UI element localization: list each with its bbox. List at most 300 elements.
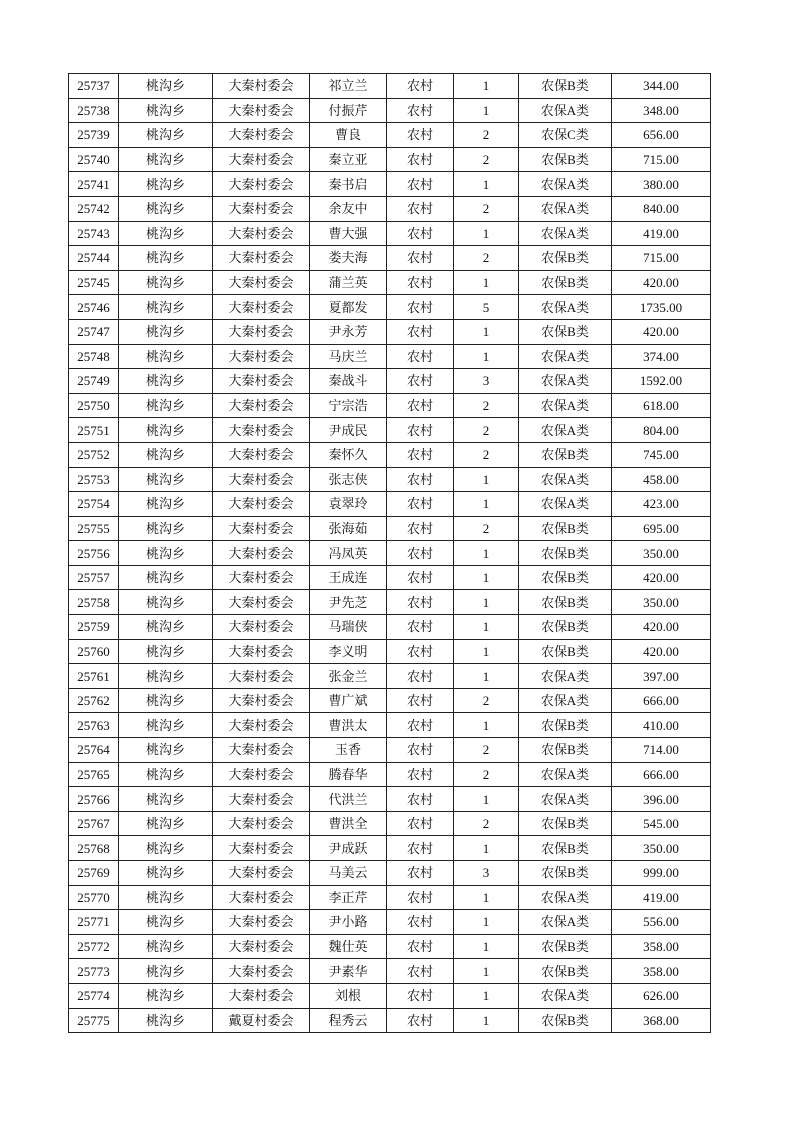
township-cell: 桃沟乡 [119, 787, 213, 812]
village-committee-cell: 大秦村委会 [213, 98, 310, 123]
insurance-category-cell: 农保B类 [519, 615, 612, 640]
insurance-category-cell: 农保B类 [519, 565, 612, 590]
township-cell: 桃沟乡 [119, 172, 213, 197]
insurance-category-cell: 农保A类 [519, 172, 612, 197]
township-cell: 桃沟乡 [119, 1008, 213, 1033]
household-size-cell: 1 [454, 492, 519, 517]
amount-cell: 420.00 [612, 565, 711, 590]
household-type-cell: 农村 [387, 836, 454, 861]
household-type-cell: 农村 [387, 738, 454, 763]
record-id-cell: 25773 [69, 959, 119, 984]
township-cell: 桃沟乡 [119, 492, 213, 517]
record-id-cell: 25744 [69, 246, 119, 271]
household-size-cell: 1 [454, 270, 519, 295]
village-committee-cell: 大秦村委会 [213, 418, 310, 443]
record-id-cell: 25746 [69, 295, 119, 320]
township-cell: 桃沟乡 [119, 762, 213, 787]
township-cell: 桃沟乡 [119, 713, 213, 738]
amount-cell: 420.00 [612, 270, 711, 295]
record-id-cell: 25759 [69, 615, 119, 640]
person-name-cell: 魏仕英 [310, 934, 387, 959]
household-size-cell: 5 [454, 295, 519, 320]
person-name-cell: 冯凤英 [310, 541, 387, 566]
village-committee-cell: 大秦村委会 [213, 664, 310, 689]
household-size-cell: 2 [454, 738, 519, 763]
household-size-cell: 1 [454, 910, 519, 935]
household-type-cell: 农村 [387, 713, 454, 738]
table-row [69, 418, 711, 443]
person-name-cell: 张志侠 [310, 467, 387, 492]
household-type-cell: 农村 [387, 246, 454, 271]
table-row [69, 172, 711, 197]
township-cell: 桃沟乡 [119, 98, 213, 123]
household-type-cell: 农村 [387, 885, 454, 910]
township-cell: 桃沟乡 [119, 369, 213, 394]
household-size-cell: 3 [454, 861, 519, 886]
amount-cell: 350.00 [612, 541, 711, 566]
household-type-cell: 农村 [387, 492, 454, 517]
person-name-cell: 张金兰 [310, 664, 387, 689]
household-type-cell: 农村 [387, 811, 454, 836]
person-name-cell: 腾春华 [310, 762, 387, 787]
record-id-cell: 25775 [69, 1008, 119, 1033]
amount-cell: 626.00 [612, 983, 711, 1008]
household-type-cell: 农村 [387, 983, 454, 1008]
amount-cell: 344.00 [612, 74, 711, 99]
table-row [69, 738, 711, 763]
household-type-cell: 农村 [387, 639, 454, 664]
amount-cell: 350.00 [612, 590, 711, 615]
record-id-cell: 25766 [69, 787, 119, 812]
village-committee-cell: 大秦村委会 [213, 639, 310, 664]
village-committee-cell: 大秦村委会 [213, 541, 310, 566]
household-type-cell: 农村 [387, 270, 454, 295]
township-cell: 桃沟乡 [119, 688, 213, 713]
village-committee-cell: 大秦村委会 [213, 836, 310, 861]
person-name-cell: 程秀云 [310, 1008, 387, 1033]
household-type-cell: 农村 [387, 590, 454, 615]
table-row [69, 467, 711, 492]
insurance-category-cell: 农保A类 [519, 393, 612, 418]
person-name-cell: 袁翠玲 [310, 492, 387, 517]
township-cell: 桃沟乡 [119, 442, 213, 467]
township-cell: 桃沟乡 [119, 664, 213, 689]
amount-cell: 556.00 [612, 910, 711, 935]
township-cell: 桃沟乡 [119, 270, 213, 295]
person-name-cell: 尹先芝 [310, 590, 387, 615]
household-type-cell: 农村 [387, 787, 454, 812]
village-committee-cell: 大秦村委会 [213, 811, 310, 836]
record-id-cell: 25738 [69, 98, 119, 123]
person-name-cell: 付振芹 [310, 98, 387, 123]
village-committee-cell: 大秦村委会 [213, 934, 310, 959]
amount-cell: 666.00 [612, 762, 711, 787]
table-row [69, 74, 711, 99]
household-size-cell: 1 [454, 221, 519, 246]
table-row [69, 811, 711, 836]
household-type-cell: 农村 [387, 541, 454, 566]
household-size-cell: 2 [454, 393, 519, 418]
insurance-category-cell: 农保B类 [519, 590, 612, 615]
person-name-cell: 李正芹 [310, 885, 387, 910]
township-cell: 桃沟乡 [119, 959, 213, 984]
insurance-category-cell: 农保A类 [519, 196, 612, 221]
insurance-category-cell: 农保A类 [519, 983, 612, 1008]
household-size-cell: 1 [454, 467, 519, 492]
table-row [69, 246, 711, 271]
township-cell: 桃沟乡 [119, 738, 213, 763]
township-cell: 桃沟乡 [119, 295, 213, 320]
table-row [69, 664, 711, 689]
record-id-cell: 25748 [69, 344, 119, 369]
township-cell: 桃沟乡 [119, 885, 213, 910]
household-size-cell: 1 [454, 885, 519, 910]
household-size-cell: 1 [454, 565, 519, 590]
household-type-cell: 农村 [387, 467, 454, 492]
household-type-cell: 农村 [387, 418, 454, 443]
insurance-category-cell: 农保A类 [519, 787, 612, 812]
person-name-cell: 代洪兰 [310, 787, 387, 812]
insurance-category-cell: 农保B类 [519, 861, 612, 886]
amount-cell: 397.00 [612, 664, 711, 689]
table-row [69, 615, 711, 640]
table-row [69, 1008, 711, 1033]
township-cell: 桃沟乡 [119, 983, 213, 1008]
amount-cell: 714.00 [612, 738, 711, 763]
village-committee-cell: 大秦村委会 [213, 172, 310, 197]
household-size-cell: 1 [454, 664, 519, 689]
village-committee-cell: 大秦村委会 [213, 492, 310, 517]
record-id-cell: 25745 [69, 270, 119, 295]
amount-cell: 545.00 [612, 811, 711, 836]
table-row [69, 196, 711, 221]
insurance-category-cell: 农保A类 [519, 98, 612, 123]
table-row [69, 541, 711, 566]
household-size-cell: 1 [454, 590, 519, 615]
household-type-cell: 农村 [387, 1008, 454, 1033]
household-type-cell: 农村 [387, 98, 454, 123]
township-cell: 桃沟乡 [119, 221, 213, 246]
village-committee-cell: 大秦村委会 [213, 787, 310, 812]
township-cell: 桃沟乡 [119, 836, 213, 861]
insurance-category-cell: 农保B类 [519, 959, 612, 984]
insurance-category-cell: 农保B类 [519, 442, 612, 467]
village-committee-cell: 大秦村委会 [213, 123, 310, 148]
township-cell: 桃沟乡 [119, 319, 213, 344]
township-cell: 桃沟乡 [119, 74, 213, 99]
township-cell: 桃沟乡 [119, 246, 213, 271]
record-id-cell: 25742 [69, 196, 119, 221]
household-size-cell: 1 [454, 713, 519, 738]
household-size-cell: 2 [454, 811, 519, 836]
amount-cell: 666.00 [612, 688, 711, 713]
table-row [69, 344, 711, 369]
table-row [69, 393, 711, 418]
person-name-cell: 曹洪太 [310, 713, 387, 738]
table-row [69, 762, 711, 787]
insurance-category-cell: 农保A类 [519, 221, 612, 246]
household-size-cell: 1 [454, 1008, 519, 1033]
village-committee-cell: 大秦村委会 [213, 516, 310, 541]
township-cell: 桃沟乡 [119, 147, 213, 172]
household-size-cell: 1 [454, 959, 519, 984]
household-size-cell: 1 [454, 934, 519, 959]
record-id-cell: 25757 [69, 565, 119, 590]
record-id-cell: 25740 [69, 147, 119, 172]
insurance-category-cell: 农保B类 [519, 319, 612, 344]
village-committee-cell: 大秦村委会 [213, 74, 310, 99]
record-id-cell: 25774 [69, 983, 119, 1008]
village-committee-cell: 大秦村委会 [213, 147, 310, 172]
insurance-category-cell: 农保A类 [519, 369, 612, 394]
amount-cell: 840.00 [612, 196, 711, 221]
table-row [69, 590, 711, 615]
insurance-category-cell: 农保A类 [519, 885, 612, 910]
household-size-cell: 2 [454, 762, 519, 787]
insurance-category-cell: 农保B类 [519, 516, 612, 541]
insurance-category-cell: 农保B类 [519, 836, 612, 861]
table-row [69, 910, 711, 935]
record-id-cell: 25750 [69, 393, 119, 418]
household-type-cell: 农村 [387, 516, 454, 541]
township-cell: 桃沟乡 [119, 344, 213, 369]
insurance-category-cell: 农保B类 [519, 1008, 612, 1033]
record-id-cell: 25758 [69, 590, 119, 615]
amount-cell: 695.00 [612, 516, 711, 541]
village-committee-cell: 大秦村委会 [213, 910, 310, 935]
table-row [69, 787, 711, 812]
household-size-cell: 1 [454, 541, 519, 566]
amount-cell: 804.00 [612, 418, 711, 443]
village-committee-cell: 大秦村委会 [213, 319, 310, 344]
record-id-cell: 25761 [69, 664, 119, 689]
table-row [69, 861, 711, 886]
insurance-category-cell: 农保B类 [519, 74, 612, 99]
records-table [68, 73, 711, 1033]
insurance-category-cell: 农保A类 [519, 344, 612, 369]
record-id-cell: 25739 [69, 123, 119, 148]
insurance-category-cell: 农保B类 [519, 639, 612, 664]
household-type-cell: 农村 [387, 688, 454, 713]
record-id-cell: 25737 [69, 74, 119, 99]
table-row [69, 319, 711, 344]
person-name-cell: 祁立兰 [310, 74, 387, 99]
village-committee-cell: 大秦村委会 [213, 344, 310, 369]
amount-cell: 358.00 [612, 959, 711, 984]
amount-cell: 350.00 [612, 836, 711, 861]
village-committee-cell: 大秦村委会 [213, 221, 310, 246]
table-row [69, 934, 711, 959]
insurance-category-cell: 农保B类 [519, 738, 612, 763]
township-cell: 桃沟乡 [119, 811, 213, 836]
amount-cell: 348.00 [612, 98, 711, 123]
record-id-cell: 25764 [69, 738, 119, 763]
village-committee-cell: 大秦村委会 [213, 295, 310, 320]
table-row [69, 492, 711, 517]
table-row [69, 147, 711, 172]
record-id-cell: 25751 [69, 418, 119, 443]
record-id-cell: 25760 [69, 639, 119, 664]
village-committee-cell: 大秦村委会 [213, 983, 310, 1008]
village-committee-cell: 大秦村委会 [213, 565, 310, 590]
village-committee-cell: 大秦村委会 [213, 762, 310, 787]
person-name-cell: 刘根 [310, 983, 387, 1008]
person-name-cell: 秦怀久 [310, 442, 387, 467]
person-name-cell: 马庆兰 [310, 344, 387, 369]
table-row [69, 221, 711, 246]
household-type-cell: 农村 [387, 369, 454, 394]
record-id-cell: 25756 [69, 541, 119, 566]
township-cell: 桃沟乡 [119, 541, 213, 566]
household-type-cell: 农村 [387, 565, 454, 590]
amount-cell: 999.00 [612, 861, 711, 886]
insurance-category-cell: 农保A类 [519, 418, 612, 443]
township-cell: 桃沟乡 [119, 467, 213, 492]
amount-cell: 358.00 [612, 934, 711, 959]
household-size-cell: 1 [454, 319, 519, 344]
person-name-cell: 尹成跃 [310, 836, 387, 861]
insurance-category-cell: 农保A类 [519, 664, 612, 689]
person-name-cell: 尹成民 [310, 418, 387, 443]
amount-cell: 419.00 [612, 221, 711, 246]
household-size-cell: 1 [454, 983, 519, 1008]
village-committee-cell: 大秦村委会 [213, 738, 310, 763]
amount-cell: 396.00 [612, 787, 711, 812]
village-committee-cell: 戴夏村委会 [213, 1008, 310, 1033]
record-id-cell: 25753 [69, 467, 119, 492]
village-committee-cell: 大秦村委会 [213, 369, 310, 394]
household-type-cell: 农村 [387, 910, 454, 935]
table-row [69, 836, 711, 861]
village-committee-cell: 大秦村委会 [213, 885, 310, 910]
village-committee-cell: 大秦村委会 [213, 442, 310, 467]
household-type-cell: 农村 [387, 861, 454, 886]
household-size-cell: 2 [454, 688, 519, 713]
record-id-cell: 25771 [69, 910, 119, 935]
person-name-cell: 曹广斌 [310, 688, 387, 713]
amount-cell: 420.00 [612, 319, 711, 344]
person-name-cell: 马瑞侠 [310, 615, 387, 640]
record-id-cell: 25763 [69, 713, 119, 738]
household-type-cell: 农村 [387, 615, 454, 640]
household-type-cell: 农村 [387, 172, 454, 197]
person-name-cell: 娄夫海 [310, 246, 387, 271]
township-cell: 桃沟乡 [119, 393, 213, 418]
household-type-cell: 农村 [387, 196, 454, 221]
table-row [69, 270, 711, 295]
insurance-category-cell: 农保A类 [519, 295, 612, 320]
table-row [69, 688, 711, 713]
person-name-cell: 宁宗浩 [310, 393, 387, 418]
village-committee-cell: 大秦村委会 [213, 246, 310, 271]
insurance-category-cell: 农保B类 [519, 270, 612, 295]
table-row [69, 442, 711, 467]
township-cell: 桃沟乡 [119, 934, 213, 959]
amount-cell: 1735.00 [612, 295, 711, 320]
table-row [69, 516, 711, 541]
township-cell: 桃沟乡 [119, 910, 213, 935]
table-row [69, 295, 711, 320]
record-id-cell: 25754 [69, 492, 119, 517]
amount-cell: 419.00 [612, 885, 711, 910]
person-name-cell: 曹大强 [310, 221, 387, 246]
village-committee-cell: 大秦村委会 [213, 590, 310, 615]
household-type-cell: 农村 [387, 344, 454, 369]
village-committee-cell: 大秦村委会 [213, 270, 310, 295]
table-row [69, 98, 711, 123]
record-id-cell: 25767 [69, 811, 119, 836]
township-cell: 桃沟乡 [119, 861, 213, 886]
amount-cell: 410.00 [612, 713, 711, 738]
record-id-cell: 25765 [69, 762, 119, 787]
household-type-cell: 农村 [387, 442, 454, 467]
household-type-cell: 农村 [387, 319, 454, 344]
household-type-cell: 农村 [387, 934, 454, 959]
insurance-category-cell: 农保C类 [519, 123, 612, 148]
person-name-cell: 秦战斗 [310, 369, 387, 394]
amount-cell: 374.00 [612, 344, 711, 369]
township-cell: 桃沟乡 [119, 590, 213, 615]
household-size-cell: 3 [454, 369, 519, 394]
village-committee-cell: 大秦村委会 [213, 393, 310, 418]
table-row [69, 959, 711, 984]
village-committee-cell: 大秦村委会 [213, 861, 310, 886]
household-type-cell: 农村 [387, 221, 454, 246]
record-id-cell: 25755 [69, 516, 119, 541]
insurance-category-cell: 农保B类 [519, 934, 612, 959]
insurance-category-cell: 农保A类 [519, 688, 612, 713]
township-cell: 桃沟乡 [119, 196, 213, 221]
person-name-cell: 曹良 [310, 123, 387, 148]
household-type-cell: 农村 [387, 295, 454, 320]
amount-cell: 618.00 [612, 393, 711, 418]
village-committee-cell: 大秦村委会 [213, 713, 310, 738]
record-id-cell: 25743 [69, 221, 119, 246]
household-type-cell: 农村 [387, 762, 454, 787]
table-row [69, 123, 711, 148]
table-row [69, 639, 711, 664]
person-name-cell: 尹素华 [310, 959, 387, 984]
township-cell: 桃沟乡 [119, 418, 213, 443]
record-id-cell: 25762 [69, 688, 119, 713]
amount-cell: 420.00 [612, 639, 711, 664]
insurance-category-cell: 农保A类 [519, 467, 612, 492]
township-cell: 桃沟乡 [119, 516, 213, 541]
household-size-cell: 2 [454, 123, 519, 148]
person-name-cell: 张海茹 [310, 516, 387, 541]
insurance-category-cell: 农保B类 [519, 811, 612, 836]
person-name-cell: 曹洪全 [310, 811, 387, 836]
township-cell: 桃沟乡 [119, 123, 213, 148]
household-size-cell: 2 [454, 442, 519, 467]
insurance-category-cell: 农保B类 [519, 147, 612, 172]
amount-cell: 656.00 [612, 123, 711, 148]
household-size-cell: 2 [454, 246, 519, 271]
table-row [69, 565, 711, 590]
person-name-cell: 余友中 [310, 196, 387, 221]
record-id-cell: 25772 [69, 934, 119, 959]
amount-cell: 745.00 [612, 442, 711, 467]
household-size-cell: 1 [454, 344, 519, 369]
village-committee-cell: 大秦村委会 [213, 196, 310, 221]
table-body [69, 74, 711, 1033]
person-name-cell: 夏都发 [310, 295, 387, 320]
person-name-cell: 王成连 [310, 565, 387, 590]
insurance-category-cell: 农保A类 [519, 492, 612, 517]
household-size-cell: 2 [454, 147, 519, 172]
village-committee-cell: 大秦村委会 [213, 688, 310, 713]
amount-cell: 458.00 [612, 467, 711, 492]
